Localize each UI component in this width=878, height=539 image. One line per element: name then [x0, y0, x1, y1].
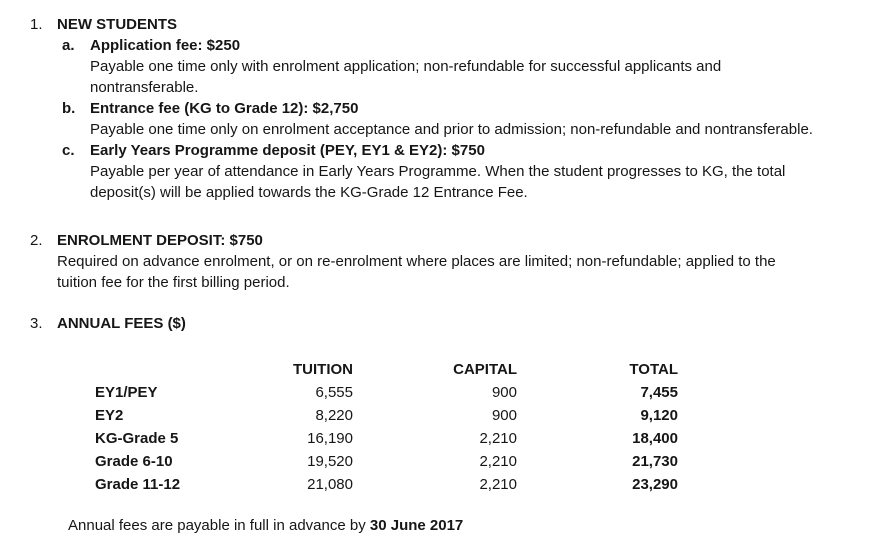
table-row: [95, 427, 678, 450]
item-title: Early Years Programme deposit (PEY, EY1 & EY2): $750: [90, 142, 485, 159]
fee-cell-tuition: 21,080: [307, 476, 353, 493]
fee-cell-total: 7,455: [640, 384, 678, 401]
payment-deadline-date: 30 June 2017: [369, 517, 464, 534]
fee-cell-capital: 900: [491, 407, 517, 424]
fee-row-label: EY1/PEY: [95, 384, 158, 401]
list-item-early-years-deposit: [0, 140, 878, 203]
item-letter: b.: [62, 100, 76, 117]
item-letter: a.: [62, 37, 75, 54]
fee-cell-tuition: 16,190: [307, 430, 353, 447]
section-number: 2.: [30, 232, 43, 249]
section-title: ENROLMENT DEPOSIT: $750: [57, 232, 263, 249]
fee-row-label: Grade 11-12: [95, 476, 181, 493]
fee-cell-total: 21,730: [632, 453, 678, 470]
payment-deadline-text: Annual fees are payable in full in advance by: [68, 517, 370, 534]
column-header-total: TOTAL: [629, 361, 678, 378]
section-number: 3.: [30, 315, 43, 332]
item-title: Entrance fee (KG to Grade 12): $2,750: [90, 100, 359, 117]
item-heading: [0, 140, 878, 161]
table-row: [95, 473, 678, 496]
item-body-line: Payable one time only on enrolment acceptance and prior to admission; non-refundable and nontransferable.: [90, 121, 813, 138]
column-header-tuition: TUITION: [293, 361, 353, 378]
fee-row-label: EY2: [95, 407, 124, 424]
column-header-empty: [95, 358, 255, 381]
fee-cell-capital: 2,210: [479, 453, 517, 470]
fee-cell-total: 23,290: [632, 476, 678, 493]
item-body-line: Payable one time only with enrolment application; non-refundable for successful applicants and: [90, 58, 722, 75]
fee-row-label: KG-Grade 5: [95, 430, 179, 447]
section-heading: [0, 14, 878, 35]
column-header-capital: CAPITAL: [453, 361, 517, 378]
section-new-students: [0, 14, 878, 203]
section-enrolment-deposit: [0, 230, 878, 293]
fee-cell-capital: 900: [491, 384, 517, 401]
table-header-row: [95, 358, 678, 381]
section-heading: [0, 313, 878, 334]
annual-fees-table: [95, 358, 678, 496]
list-item-application-fee: [0, 35, 878, 98]
item-title: Application fee: $250: [90, 37, 241, 54]
section-title: ANNUAL FEES ($): [57, 315, 186, 332]
section-title: NEW STUDENTS: [57, 16, 177, 33]
list-item-entrance-fee: [0, 98, 878, 140]
item-letter: c.: [62, 142, 75, 159]
fee-cell-capital: 2,210: [479, 430, 517, 447]
item-body-line: Payable per year of attendance in Early Years Programme. When the student progresses to KG, the total: [90, 163, 786, 180]
payment-deadline-note: [68, 515, 878, 536]
section-body-line: tuition fee for the first billing period.: [57, 274, 290, 291]
fee-cell-total: 18,400: [632, 430, 678, 447]
fee-cell-capital: 2,210: [479, 476, 517, 493]
item-body-line: nontransferable.: [90, 79, 199, 96]
section-annual-fees: [0, 313, 878, 536]
table-row: [95, 450, 678, 473]
item-heading: [0, 98, 878, 119]
fee-row-label: Grade 6-10: [95, 453, 173, 470]
fee-cell-tuition: 8,220: [315, 407, 353, 424]
fee-cell-tuition: 6,555: [315, 384, 353, 401]
section-number: 1.: [30, 16, 43, 33]
section-heading: [0, 230, 878, 251]
item-body-line: deposit(s) will be applied towards the KG-Grade 12 Entrance Fee.: [90, 184, 528, 201]
fee-cell-total: 9,120: [640, 407, 678, 424]
fee-cell-tuition: 19,520: [307, 453, 353, 470]
item-heading: [0, 35, 878, 56]
section-body-line: Required on advance enrolment, or on re-enrolment where places are limited; non-refundable; applied to the: [57, 253, 776, 270]
table-row: [95, 404, 678, 427]
table-row: [95, 381, 678, 404]
